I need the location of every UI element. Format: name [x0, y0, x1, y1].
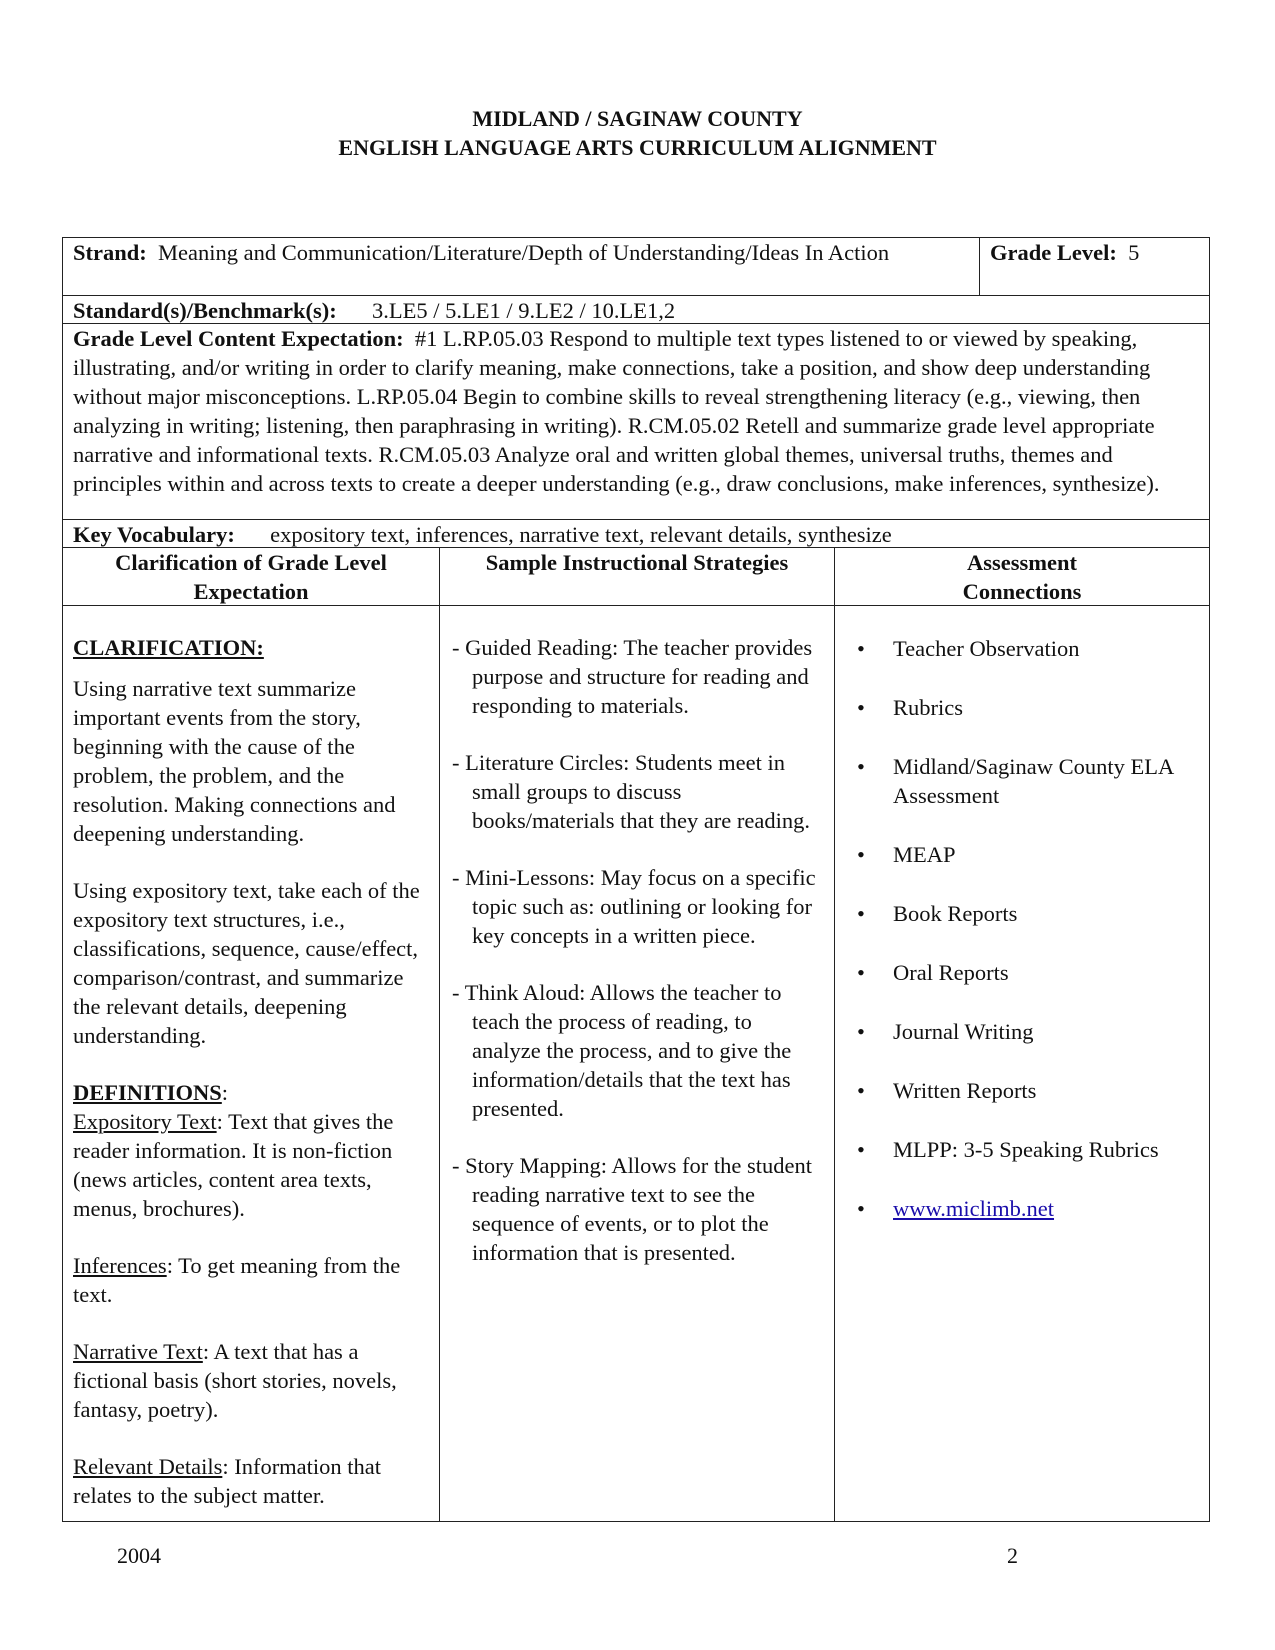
standards-label: Standard(s)/Benchmark(s):: [73, 298, 337, 323]
clarification-heading: CLARIFICATION:: [73, 635, 264, 660]
definition-relevant-details: Relevant Details: Information that relates to the subject matter.: [73, 1454, 382, 1508]
assessment-item: • Midland/Saginaw County ELA Assessment: [857, 754, 1173, 808]
title-line-1: MIDLAND / SAGINAW COUNTY: [472, 106, 803, 131]
grade-level-cell: [980, 238, 1209, 295]
title-line-2: ENGLISH LANGUAGE ARTS CURRICULUM ALIGNMENT: [338, 135, 937, 160]
strategy-literature-circles: - Literature Circles: Students meet in small groups to discuss books/materials that they are reading.: [452, 750, 811, 833]
strand-row: [63, 238, 1209, 295]
strategy-guided-reading: - Guided Reading: The teacher provides purpose and structure for reading and responding to materials.: [452, 635, 813, 718]
bullet-icon: •: [857, 1078, 865, 1103]
vocabulary-value: expository text, inferences, narrative text, relevant details, synthesize: [270, 522, 892, 547]
strategies-column-header: Sample Instructional Strategies: [440, 548, 835, 605]
vocabulary-label: Key Vocabulary:: [73, 522, 235, 547]
bullet-icon: •: [857, 1019, 865, 1044]
assessment-item: • MLPP: 3-5 Speaking Rubrics: [857, 1137, 1159, 1162]
assessment-column: [835, 606, 1209, 1521]
strategies-column: [440, 606, 835, 1521]
strand-value: Meaning and Communication/Literature/Depth of Understanding/Ideas In Action: [158, 240, 890, 265]
assessment-list: [845, 634, 1199, 1223]
alignment-table: [62, 237, 1210, 1522]
bullet-icon: •: [857, 1137, 865, 1162]
strand-cell: [63, 238, 980, 295]
clarification-column: [63, 606, 440, 1521]
bullet-icon: •: [857, 842, 865, 867]
grade-level-value: 5: [1128, 240, 1140, 265]
clarification-paragraph-2: Using expository text, take each of the expository text structures, i.e., classifications, sequence, cause/effect, comparison/contrast, and summarize the relevant details, deepening understanding.: [73, 878, 420, 1048]
clarification-paragraph-1: Using narrative text summarize important events from the story, beginning with the cause of the problem, the problem, and the resolution. Making connections and deepening understanding.: [73, 676, 396, 846]
strategy-mini-lessons: - Mini-Lessons: May focus on a specific topic such as: outlining or looking for key concepts in a written piece.: [452, 865, 816, 948]
standards-value: 3.LE5 / 5.LE1 / 9.LE2 / 10.LE1,2: [372, 298, 676, 323]
definitions-heading: DEFINITIONS:: [73, 1080, 229, 1105]
grade-level-label: Grade Level:: [990, 240, 1117, 265]
bullet-icon: •: [857, 960, 865, 985]
footer-year: 2004: [117, 1543, 161, 1568]
glce-row: [63, 323, 1209, 519]
strategy-story-mapping: - Story Mapping: Allows for the student reading narrative text to see the sequence of events, or to plot the information that is presented.: [452, 1153, 812, 1265]
assessment-item: • Oral Reports: [857, 960, 1009, 985]
definition-inferences: Inferences: To get meaning from the text.: [73, 1253, 401, 1307]
assessment-item: • MEAP: [857, 842, 956, 867]
glce-value: #1 L.RP.05.03 Respond to multiple text types listened to or viewed by speaking, illustrating, and/or writing in order to clarify meaning, make connections, take a position, and show deep understanding without major misconceptions. L.RP.05.04 Begin to combine skills to reveal strengthening literacy (e.g., viewing, then analyzing in writing; listening, then paraphrasing in writing). R.CM.05.02 Retell and summarize grade level appropriate narrative and informational texts. R.CM.05.03 Analyze oral and written global themes, universal truths, themes and principles within and across texts to create a deeper understanding (e.g., draw conclusions, make inferences, synthesize).: [73, 326, 1160, 496]
document-title: [0, 104, 1275, 162]
vocabulary-row: [63, 519, 1209, 547]
definition-expository-text: Expository Text: Text that gives the reader information. It is non-fiction (news articles, content area texts, menus, brochures).: [73, 1109, 394, 1221]
clarification-column-header: Clarification of Grade Level Expectation: [63, 548, 440, 605]
assessment-item: • Written Reports: [857, 1078, 1037, 1103]
bullet-icon: •: [857, 636, 865, 661]
content-row: [63, 605, 1209, 1521]
standards-row: [63, 295, 1209, 323]
footer-page-number: 2: [1007, 1543, 1018, 1568]
assessment-item: • Rubrics: [857, 695, 963, 720]
assessment-column-header: Assessment Connections: [962, 550, 1082, 604]
assessment-item: • Book Reports: [857, 901, 1018, 926]
assessment-item: [845, 1194, 1199, 1223]
miclimb-link[interactable]: www.miclimb.net: [893, 1196, 1055, 1221]
definition-narrative-text: Narrative Text: A text that has a fictional basis (short stories, novels, fantasy, poetry).: [73, 1339, 397, 1422]
bullet-icon: •: [857, 901, 865, 926]
column-header-row: [63, 547, 1209, 605]
bullet-icon: •: [857, 695, 865, 720]
glce-label: Grade Level Content Expectation:: [73, 326, 404, 351]
assessment-item: • Teacher Observation: [857, 636, 1080, 661]
bullet-icon: •: [857, 1196, 865, 1221]
bullet-icon: •: [857, 754, 865, 779]
strand-label: Strand:: [73, 240, 147, 265]
assessment-item: • Journal Writing: [857, 1019, 1034, 1044]
strategy-think-aloud: - Think Aloud: Allows the teacher to teach the process of reading, to analyze the process, and to give the information/details that the text has presented.: [452, 980, 792, 1121]
